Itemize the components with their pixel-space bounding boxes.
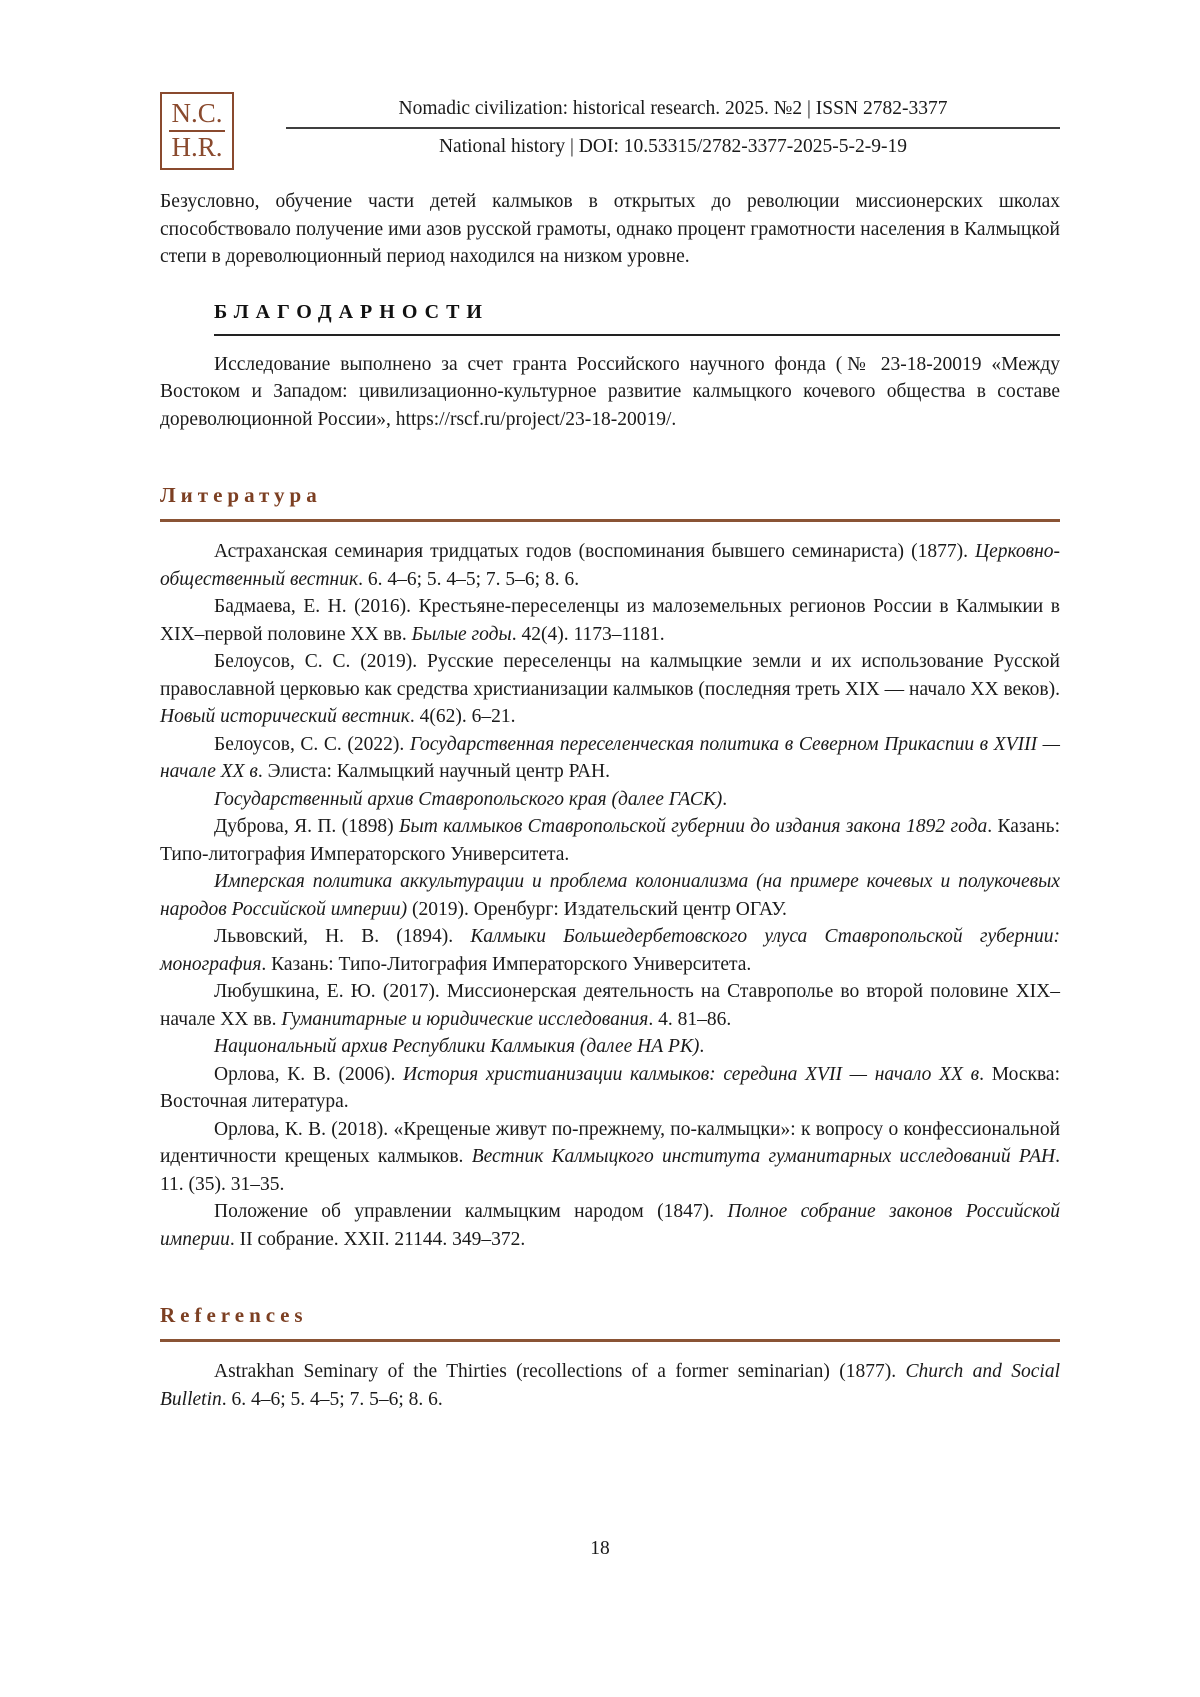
literature-list [160, 538, 1060, 1253]
reference-source-italic: Государственный архив Ставропольского края (далее ГАСК) [214, 788, 723, 810]
reference-source-italic: Калмыки Большедербетовского улуса Ставропольской губернии: монография [160, 926, 1060, 975]
journal-logo [160, 92, 234, 170]
references-heading: References [160, 1303, 308, 1327]
reference-entry [160, 868, 1060, 923]
reference-source-italic: Полное собрание законов Российской империи [160, 1201, 1061, 1250]
reference-entry [160, 593, 1060, 648]
references-list [160, 1358, 1060, 1413]
reference-source-italic: Быт калмыков Ставропольской губернии до издания закона 1892 года [399, 816, 988, 837]
reference-text: Орлова, К. В. (2018). «Крещеные живут по-прежнему, по-калмыцки»: к вопросу о конфессиональной идентичности крещеных калмыков. [160, 1118, 1060, 1167]
reference-text: . Казань: Типо-Литография Императорского Университета. [261, 953, 752, 975]
reference-entry [160, 813, 1060, 868]
reference-text: Положение об управлении калмыцким народом (1847). [214, 1201, 728, 1222]
reference-text: (2019). Оренбург: Издательский центр ОГАУ. [407, 898, 787, 920]
reference-text: . II собрание. XXII. 21144. 349–372. [229, 1228, 526, 1250]
reference-source-italic: Имперская политика аккультурации и проблема колониализма (на примере кочевых и полукочевых народов Российской империи) [160, 871, 1060, 920]
reference-text: Орлова, К. В. (2006). [214, 1063, 404, 1085]
reference-source-italic: Былые годы [411, 623, 512, 645]
reference-text: . Москва: Восточная литература. [160, 1063, 1060, 1112]
reference-source-italic: Государственная переселенческая политика в Северном Прикаспии в XVIII — начале XX в [160, 733, 1060, 782]
reference-text: . 4(62). 6–21. [409, 706, 516, 727]
reference-text: . 6. 4–6; 5. 4–5; 7. 5–6; 8. 6. [358, 568, 580, 590]
reference-entry [160, 1061, 1060, 1116]
reference-entry [160, 786, 1060, 814]
reference-entry [160, 731, 1060, 786]
page-header [160, 92, 1060, 170]
reference-text: Белоусов, С. С. (2022). [214, 733, 410, 755]
reference-source-italic: Гуманитарные и юридические исследования [281, 1008, 649, 1030]
reference-text: . Элиста: Калмыцкий научный центр РАН. [257, 761, 611, 782]
reference-text: Бадмаева, Е. Н. (2016). Крестьяне-переселенцы из малоземельных регионов России в Калмыкии в XIX–первой половине XX вв. [160, 596, 1060, 645]
page-number: 18 [590, 1538, 610, 1559]
acknowledgments-rule [214, 334, 1060, 336]
references-rule [160, 1339, 1060, 1342]
reference-entry [160, 978, 1060, 1033]
reference-text: Astrakhan Seminary of the Thirties (recollections of a former seminarian) (1877). [214, 1361, 906, 1382]
reference-text: Дуброва, Я. П. (1898) [214, 816, 400, 837]
logo-line-1: N.C. [169, 99, 224, 132]
reference-text: . 6. 4–6; 5. 4–5; 7. 5–6; 8. 6. [221, 1388, 443, 1410]
reference-entry [160, 648, 1060, 731]
reference-source-italic: Church and Social Bulletin [160, 1361, 1060, 1410]
reference-text: Любушкина, Е. Ю. (2017). Миссионерская деятельность на Ставрополье во второй половине XIX–начале XX вв. [160, 981, 1060, 1030]
reference-source-italic: Новый исторический вестник [160, 706, 410, 727]
reference-text: Белоусов, С. С. (2019). Русские переселенцы на калмыцкие земли и их использование Русской православной церковью как средства христианизации калмыков (последняя треть XIX — начало XX веков). [160, 651, 1060, 700]
acknowledgments-heading: БЛАГОДАРНОСТИ [214, 300, 489, 323]
acknowledgments-text: Исследование выполнено за счет гранта Российского научного фонда (№ 23-18-20019 «Между Востоком и Западом: цивилизационно-культурное развитие калмыцкого кочевого общества в составе дореволюционной России», https://rscf.ru/project/23-18-20019/. [160, 353, 1060, 430]
reference-text: . [722, 788, 728, 810]
intro-paragraph: Безусловно, обучение части детей калмыков в открытых до революции миссионерских школах способствовало получение ими азов русской грамоты, однако процент грамотности населения в Калмыцкой степи в дореволюционный период находился на низком уровне. [160, 191, 1060, 267]
logo-line-2: H.R. [171, 132, 223, 162]
literature-heading: Литература [160, 483, 322, 507]
reference-entry [160, 1116, 1060, 1199]
reference-source-italic: Церковно-общественный вестник [160, 541, 1060, 590]
reference-text: . 11. (35). 31–35. [160, 1146, 1061, 1195]
reference-text: . 4. 81–86. [648, 1008, 732, 1030]
reference-entry [160, 923, 1060, 978]
reference-entry [160, 538, 1060, 593]
literature-rule [160, 519, 1060, 522]
reference-text: . Казань: Типо-литография Императорского Университета. [160, 816, 1060, 865]
reference-source-italic: Вестник Калмыцкого института гуманитарных исследований РАН [471, 1146, 1056, 1167]
reference-entry [160, 1358, 1060, 1413]
reference-text: Львовский, Н. В. (1894). [214, 926, 471, 947]
reference-text: . [699, 1036, 705, 1057]
journal-title-line: Nomadic civilization: historical research. 2025. №2 | ISSN 2782-3377 [286, 98, 1060, 129]
reference-source-italic: История христианизации калмыков: середина XVII — начало XX в [403, 1063, 980, 1085]
reference-entry [160, 1033, 1060, 1061]
header-text-block [286, 98, 1060, 158]
reference-source-italic: Национальный архив Республики Калмыкия (далее НА РК) [214, 1036, 700, 1057]
reference-text: . 42(4). 1173–1181. [511, 623, 665, 645]
reference-entry [160, 1198, 1060, 1253]
reference-text: Астраханская семинария тридцатых годов (воспоминания бывшего семинариста) (1877). [214, 541, 975, 562]
section-doi-line: National history | DOI: 10.53315/2782-3377-2025-5-2-9-19 [438, 136, 908, 157]
